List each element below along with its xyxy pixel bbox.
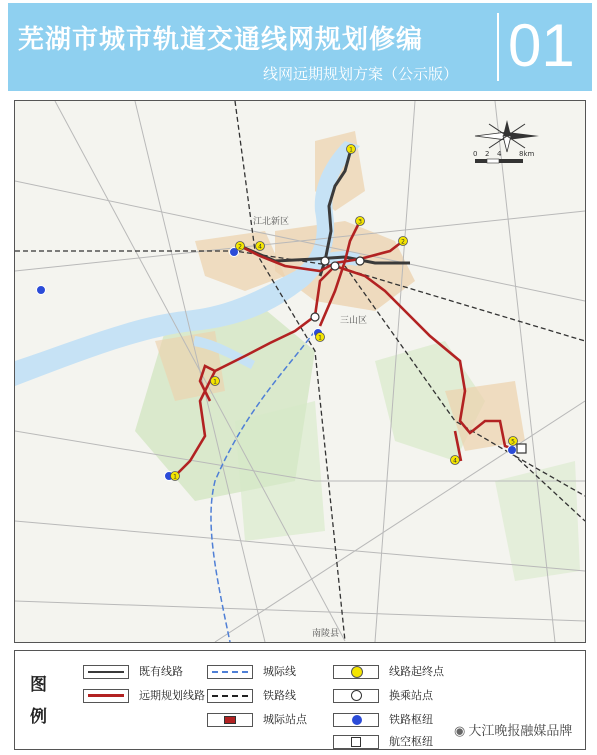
airport-hub-icon xyxy=(517,444,526,453)
wechat-icon: ◉ xyxy=(454,724,466,739)
terminal-label: 4 xyxy=(258,243,262,251)
map-canvas[interactable] xyxy=(15,101,585,642)
railway-line-icon xyxy=(207,689,253,703)
legend-item-label: 铁路线 xyxy=(263,689,296,702)
planned-line-icon xyxy=(83,689,129,703)
svg-text:8km: 8km xyxy=(519,150,535,158)
legend-item-label: 线路起终点 xyxy=(389,665,444,678)
page-subtitle: 线网远期规划方案（公示版） xyxy=(263,65,459,83)
railway-hub-icon xyxy=(508,446,517,455)
terminal-label: 1 xyxy=(213,378,217,386)
svg-text:0: 0 xyxy=(473,150,478,158)
terminal-station-icon xyxy=(333,665,379,679)
legend-item-label: 既有线路 xyxy=(139,665,183,678)
transfer-station-icon xyxy=(331,262,339,270)
map-frame[interactable] xyxy=(14,100,586,643)
transfer-station-icon xyxy=(311,313,319,321)
terminal-label: 3 xyxy=(358,218,362,226)
transfer-station-icon xyxy=(333,689,379,703)
terminal-label: 5 xyxy=(511,438,515,446)
intercity-station-icon xyxy=(207,713,253,727)
svg-text:2: 2 xyxy=(485,150,490,158)
page-title: 芜湖市城市轨道交通线网规划修编 xyxy=(18,25,424,55)
legend-item-label: 城际站点 xyxy=(263,713,307,726)
intercity-line-icon xyxy=(207,665,253,679)
terminal-label: 4 xyxy=(453,457,457,465)
legend-item-label: 铁路枢纽 xyxy=(389,713,433,726)
place-label: 三山区 xyxy=(340,316,368,326)
legend-item-label: 航空枢纽 xyxy=(389,735,433,748)
existing-line-icon xyxy=(83,665,129,679)
legend-item-label: 换乘站点 xyxy=(389,689,433,702)
railway-hub-icon xyxy=(37,286,46,295)
legend-item-label: 远期规划线路 xyxy=(139,689,205,702)
header-banner xyxy=(8,3,592,91)
svg-text:4: 4 xyxy=(497,150,502,158)
watermark: ◉ 大江晚报融媒品牌 xyxy=(454,724,573,739)
terminal-label: 1 xyxy=(173,473,177,481)
terminal-label: 1 xyxy=(349,146,353,154)
legend-item-label: 城际线 xyxy=(263,665,296,678)
place-label: 江北新区 xyxy=(253,217,290,227)
terminal-label: 2 xyxy=(238,243,242,251)
sheet-number: 01 xyxy=(508,12,575,79)
airport-hub-icon xyxy=(333,735,379,749)
header-divider xyxy=(497,13,499,81)
place-label: 南陵县 xyxy=(312,629,340,639)
railway-hub-icon xyxy=(333,713,379,727)
terminal-label: 1 xyxy=(318,334,322,342)
legend-title: 图例 xyxy=(30,675,47,727)
transfer-station-icon xyxy=(356,257,364,265)
terminal-label: 2 xyxy=(401,238,405,246)
transfer-station-icon xyxy=(321,257,329,265)
